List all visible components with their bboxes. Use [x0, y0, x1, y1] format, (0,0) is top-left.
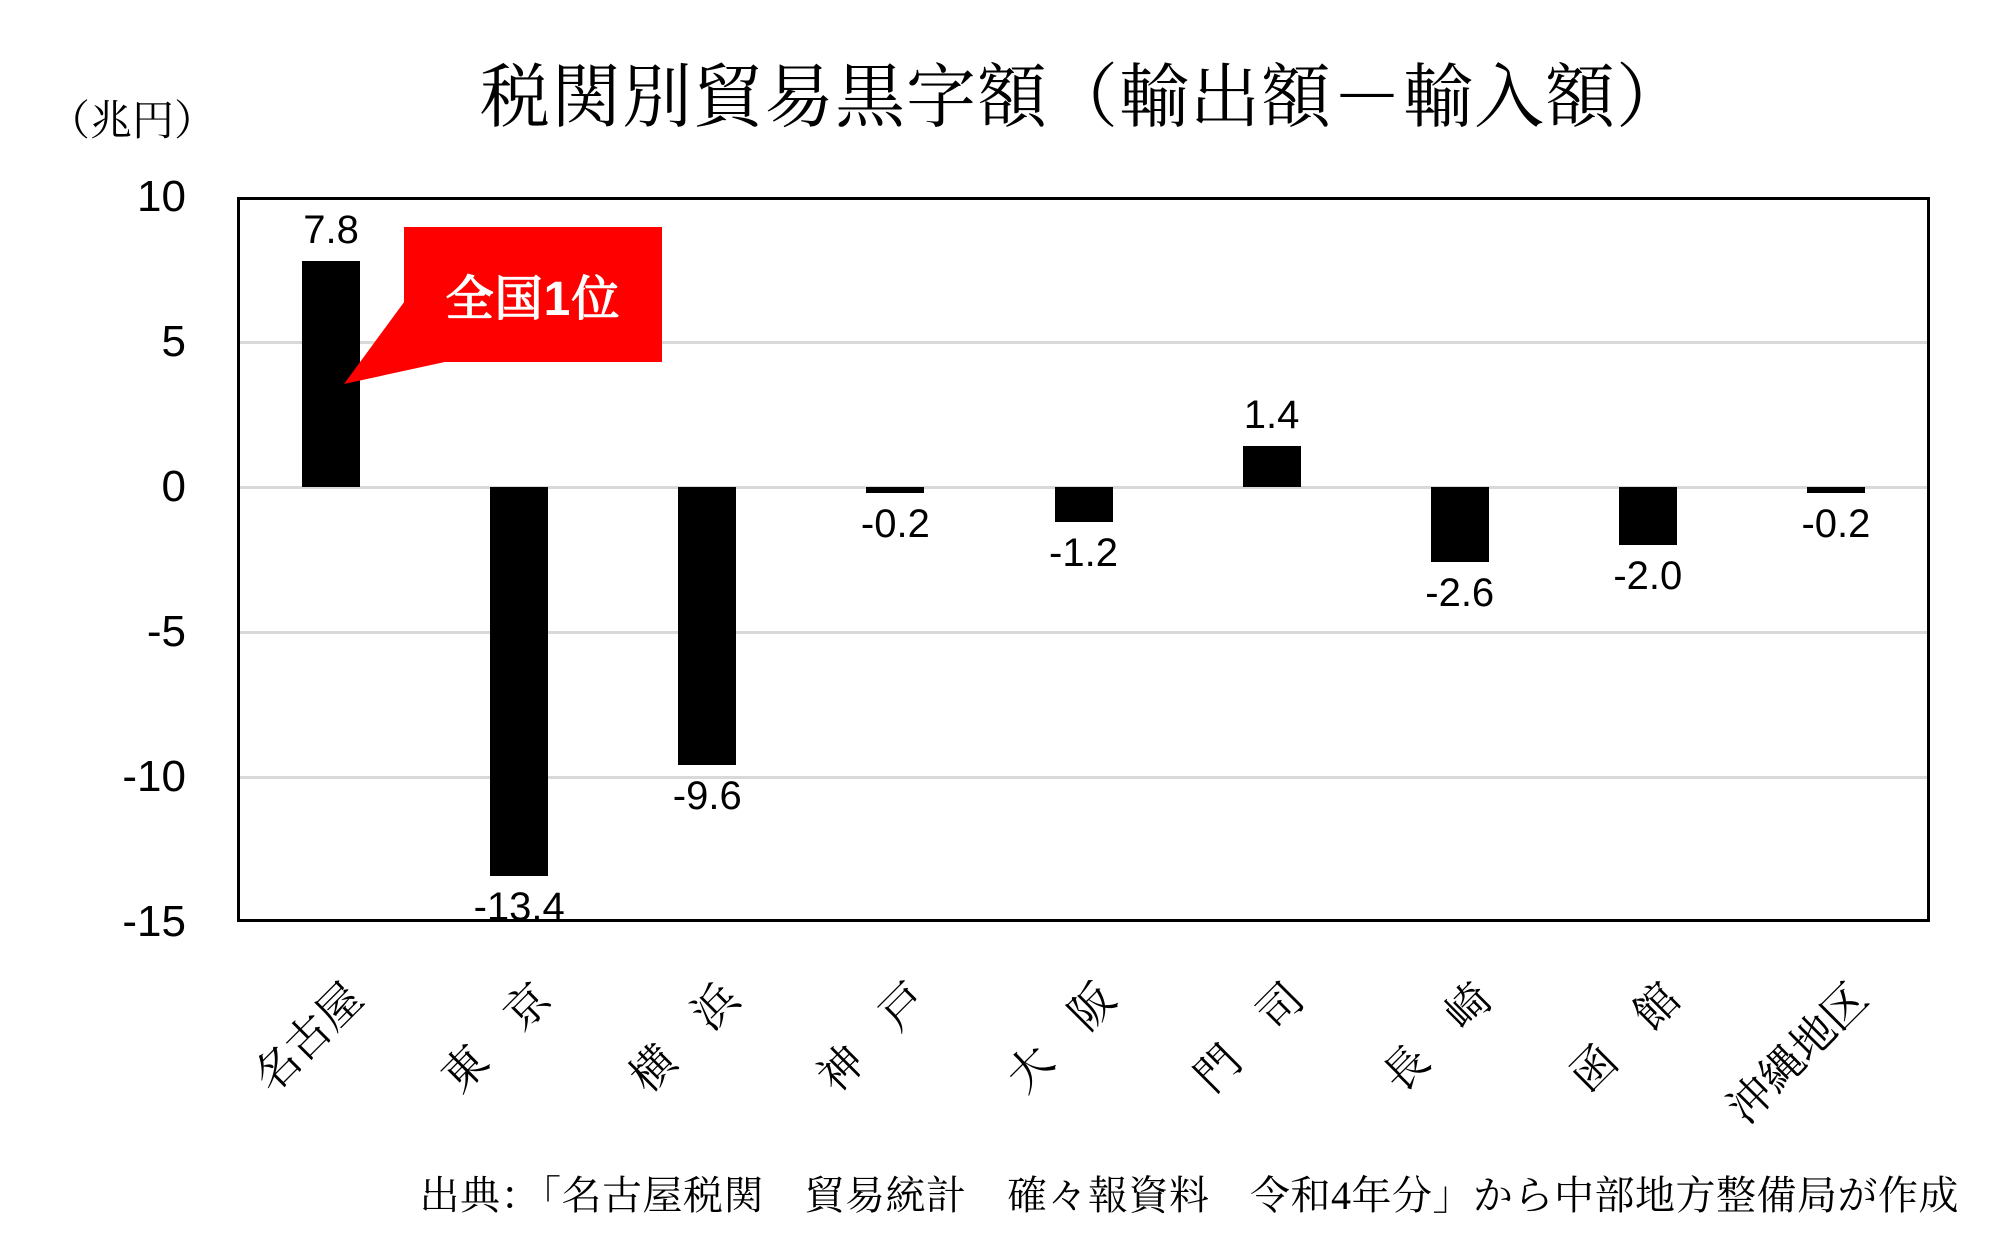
- x-label-函館: 函 館: [1561, 973, 1690, 1102]
- bar-門司: [1243, 446, 1301, 487]
- bar-函館: [1619, 487, 1677, 545]
- y-tick-label--10: -10: [122, 752, 186, 801]
- x-label-東京: 東 京: [432, 973, 561, 1102]
- data-label--0.2: -0.2: [860, 501, 930, 546]
- source-note: 出典：「名古屋税関 貿易統計 確々報資料 令和4年分」から中部地方整備局が作成: [419, 1173, 1959, 1218]
- data-label--0.2: -0.2: [1801, 501, 1871, 546]
- y-tick-label-10: 10: [137, 172, 186, 221]
- y-tick-label-5: 5: [161, 317, 186, 366]
- data-label-7.8: 7.8: [303, 207, 359, 252]
- x-label-神戸: 神 戸: [808, 973, 937, 1102]
- x-label-横浜: 横 浜: [620, 973, 749, 1102]
- bar-沖縄地区: [1807, 487, 1865, 493]
- data-label--2.0: -2.0: [1613, 554, 1683, 598]
- x-label-門司: 門 司: [1185, 973, 1314, 1102]
- y-axis-unit-label: （兆円）: [48, 99, 217, 145]
- bar-東京: [490, 487, 548, 876]
- data-label--13.4: -13.4: [473, 884, 565, 929]
- data-label--1.2: -1.2: [1049, 530, 1118, 575]
- data-label-1.4: 1.4: [1243, 393, 1300, 438]
- x-label-長崎: 長 崎: [1373, 973, 1502, 1102]
- bar-神戸: [866, 487, 924, 493]
- bar-長崎: [1431, 487, 1489, 562]
- x-label-沖縄地区: 沖縄地区: [1718, 973, 1878, 1133]
- x-label-名古屋: 名古屋: [244, 973, 373, 1102]
- x-label-大阪: 大 阪: [997, 973, 1126, 1102]
- bar-横浜: [678, 487, 736, 765]
- data-label--9.6: -9.6: [672, 774, 742, 819]
- y-tick-label-0: 0: [161, 462, 186, 511]
- y-tick-label--5: -5: [146, 607, 186, 656]
- callout-label: 全国1位: [445, 273, 621, 326]
- bar-大阪: [1055, 487, 1113, 522]
- y-tick-label--15: -15: [122, 897, 186, 946]
- chart-title: 税関別貿易黒字額（輸出額－輸入額）: [480, 60, 1687, 137]
- callout-box: [404, 227, 662, 362]
- data-label--2.6: -2.6: [1425, 571, 1495, 616]
